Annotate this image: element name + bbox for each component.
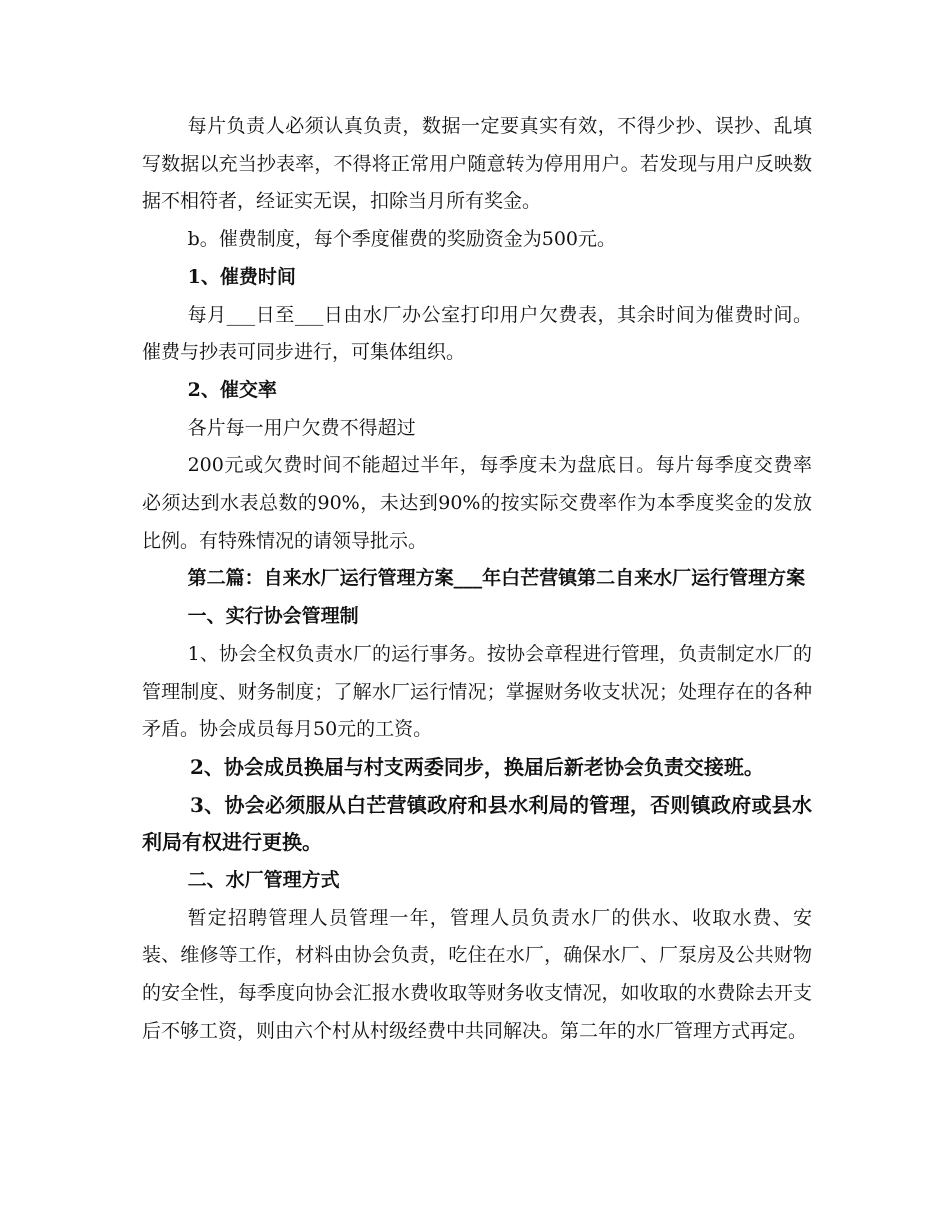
paragraph-arrears-limit: 各片每一用户欠费不得超过	[187, 416, 416, 439]
paragraph-management-mode: 暂定招聘管理人员管理一年，管理人员负责水厂的供水、收取水费、安装、维修等工作，材料由协会负责，吃住在水厂，确保水厂、厂泵房及公共财物的安全性，每季度向协会汇报水费收取等财务收支情况，如收取的水费除去开支后不够工资，则由六个村从村级经费中共同解决。第二年的水厂管理方式再定。	[142, 906, 812, 1042]
paragraph-meter-reading-responsibility: 每片负责人必须认真负责，数据一定要真实有效，不得少抄、误抄、乱填写数据以充当抄表率，不得将正常用户随意转为停用用户。若发现与用户反映数据不相符者，经证实无误，扣除当月所有奖金。	[142, 115, 812, 213]
paragraph-collection-time: 每月___日至___日由水厂办公室打印用户欠费表，其余时间为催费时间。催费与抄表可同步进行，可集体组织。	[142, 303, 812, 364]
heading-part-two: 第二篇：自来水厂运行管理方案___年白芒营镇第二自来水厂运行管理方案	[187, 567, 806, 590]
heading-management-mode: 二、水厂管理方式	[187, 869, 340, 892]
paragraph-association-supervision: 3、协会必须服从白芒营镇政府和县水利局的管理，否则镇政府或县水利局有权进行更换。	[142, 792, 812, 855]
heading-association-system: 一、实行协会管理制	[187, 605, 359, 628]
paragraph-association-duties: 1、协会全权负责水厂的运行事务。按协会章程进行管理，负责制定水厂的管理制度、财务制度；了解水厂运行情况；掌握财务收支状况；处理存在的各种矛盾。协会成员每月50元的工资。	[142, 642, 812, 741]
heading-collection-rate: 2、催交率	[187, 378, 277, 401]
paragraph-collection-rate: 200元或欠费时间不能超过半年，每季度未为盘底日。每片每季度交费率必须达到水表总数的90%，未达到90%的按实际交费率作为本季度奖金的发放比例。有特殊情况的请领导批示。	[142, 454, 812, 552]
paragraph-fee-collection-system: b。催费制度，每个季度催费的奖励资金为500元。	[187, 228, 617, 251]
heading-collection-time: 1、催费时间	[187, 265, 296, 288]
paragraph-association-term: 2、协会成员换届与村支两委同步，换届后新老协会负责交接班。	[190, 754, 764, 779]
document-page	[142, 108, 812, 1051]
